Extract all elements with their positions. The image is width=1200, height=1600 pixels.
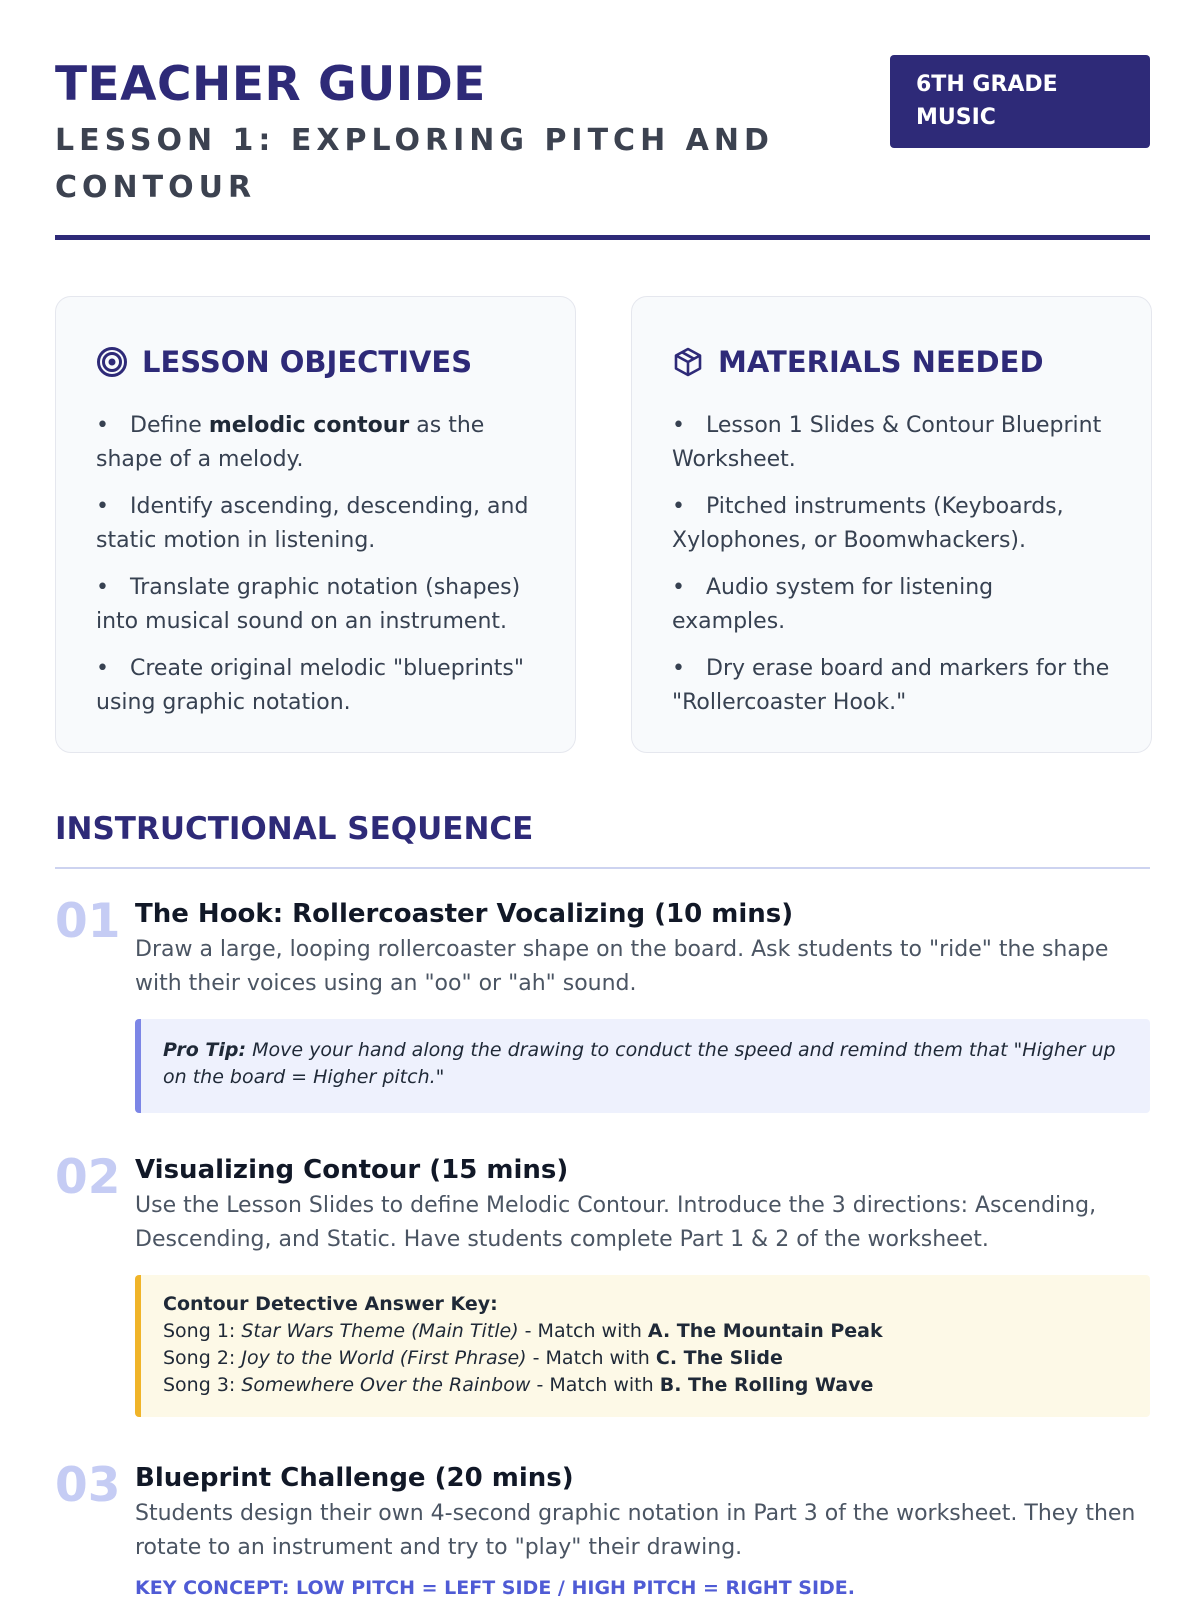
list-item bbox=[672, 409, 1111, 477]
song-label: Song 2: bbox=[163, 1347, 242, 1369]
step-body bbox=[135, 897, 1150, 1113]
target-icon bbox=[96, 346, 128, 378]
step-number: 01 bbox=[55, 894, 121, 949]
bullet: • bbox=[672, 656, 685, 681]
sequence-divider bbox=[55, 867, 1150, 869]
grade-badge bbox=[890, 55, 1150, 148]
list-item bbox=[96, 490, 535, 558]
teacher-guide-page bbox=[55, 0, 1150, 1600]
guide-header bbox=[55, 55, 1150, 240]
step-title: Blueprint Challenge (20 mins) bbox=[135, 1463, 574, 1493]
answer-key-callout bbox=[135, 1275, 1150, 1417]
objectives-header bbox=[96, 341, 535, 383]
song-label: Song 3: bbox=[163, 1374, 242, 1396]
step-number: 03 bbox=[55, 1458, 121, 1513]
step-title: The Hook: Rollercoaster Vocalizing (10 mins) bbox=[135, 899, 794, 929]
list-item-text: Dry erase board and markers for the "Rollercoaster Hook." bbox=[672, 656, 1110, 715]
list-item-text: Create original melodic "blueprints" using graphic notation. bbox=[96, 656, 524, 715]
list-item bbox=[96, 409, 535, 477]
list-item-text: Lesson 1 Slides & Contour Blueprint Worksheet. bbox=[672, 413, 1102, 472]
answer-text: A. The Mountain Peak bbox=[647, 1320, 883, 1342]
match-text: - Match with bbox=[530, 1374, 660, 1396]
materials-list bbox=[672, 409, 1111, 720]
list-item-text: Identify ascending, descending, and static motion in listening. bbox=[96, 494, 529, 553]
bullet: • bbox=[96, 413, 109, 438]
lesson-subtitle: LESSON 1: EXPLORING PITCH AND CONTOUR bbox=[55, 123, 774, 205]
step-body bbox=[135, 1153, 1150, 1417]
list-item-text: as the shape of a melody. bbox=[96, 413, 485, 472]
match-text: - Match with bbox=[526, 1347, 656, 1369]
answer-key-row bbox=[163, 1318, 1126, 1345]
pro-tip-text: Move your hand along the drawing to conduct the speed and remind them that "Higher up on the board = Higher pitch." bbox=[163, 1039, 1116, 1088]
list-item bbox=[96, 652, 535, 720]
bullet: • bbox=[672, 575, 685, 600]
list-item bbox=[672, 652, 1111, 720]
doc-title: TEACHER GUIDE bbox=[55, 57, 486, 112]
bullet: • bbox=[96, 656, 109, 681]
pro-tip-callout bbox=[135, 1019, 1150, 1113]
list-item-text: Audio system for listening examples. bbox=[672, 575, 994, 634]
header-divider bbox=[55, 235, 1150, 240]
list-item-text: Translate graphic notation (shapes) into musical sound on an instrument. bbox=[96, 575, 521, 634]
step-description: Use the Lesson Slides to define Melodic Contour. Introduce the 3 directions: Ascending, Descending, and Static. Have students complete Part 1 & 2 of the worksheet. bbox=[135, 1193, 1097, 1252]
pro-tip-label: Pro Tip: bbox=[163, 1039, 247, 1061]
list-item bbox=[96, 571, 535, 639]
list-item-emphasis: melodic contour bbox=[208, 413, 410, 438]
song-label: Song 1: bbox=[163, 1320, 242, 1342]
match-text: - Match with bbox=[518, 1320, 648, 1342]
step-description: Students design their own 4-second graphic notation in Part 3 of the worksheet. They then rotate to an instrument and try to "play" their drawing. bbox=[135, 1501, 1136, 1560]
bullet: • bbox=[672, 413, 685, 438]
step-number: 02 bbox=[55, 1150, 121, 1205]
materials-card bbox=[631, 296, 1152, 753]
step-body bbox=[135, 1461, 1150, 1599]
song-title: Joy to the World (First Phrase) bbox=[241, 1347, 527, 1369]
answer-key-row bbox=[163, 1345, 1126, 1372]
bullet: • bbox=[96, 575, 109, 600]
objectives-list bbox=[96, 409, 535, 720]
key-concept: KEY CONCEPT: LOW PITCH = LEFT SIDE / HIGH PITCH = RIGHT SIDE. bbox=[135, 1577, 855, 1599]
step-title: Visualizing Contour (15 mins) bbox=[135, 1155, 569, 1185]
list-item-text: Define bbox=[130, 413, 209, 438]
bullet: • bbox=[672, 494, 685, 519]
grade-badge-label: 6TH GRADE MUSIC bbox=[916, 72, 1058, 130]
song-title: Star Wars Theme (Main Title) bbox=[241, 1320, 519, 1342]
list-item bbox=[672, 490, 1111, 558]
step-description: Draw a large, looping rollercoaster shape on the board. Ask students to "ride" the shape with their voices using an "oo" or "ah" sound. bbox=[135, 937, 1109, 996]
list-item-text: Pitched instruments (Keyboards, Xylophones, or Boomwhackers). bbox=[672, 494, 1064, 553]
answer-text: B. The Rolling Wave bbox=[659, 1374, 874, 1396]
materials-header bbox=[672, 341, 1111, 383]
sequence-title: INSTRUCTIONAL SEQUENCE bbox=[55, 811, 534, 847]
list-item bbox=[672, 571, 1111, 639]
objectives-card bbox=[55, 296, 576, 753]
box-icon bbox=[672, 346, 704, 378]
bullet: • bbox=[96, 494, 109, 519]
song-title: Somewhere Over the Rainbow bbox=[241, 1374, 531, 1396]
materials-title: MATERIALS NEEDED bbox=[718, 345, 1044, 379]
answer-key-title: Contour Detective Answer Key: bbox=[163, 1293, 498, 1315]
objectives-title: LESSON OBJECTIVES bbox=[142, 345, 473, 379]
answer-text: C. The Slide bbox=[655, 1347, 783, 1369]
answer-key-row bbox=[163, 1372, 1126, 1399]
